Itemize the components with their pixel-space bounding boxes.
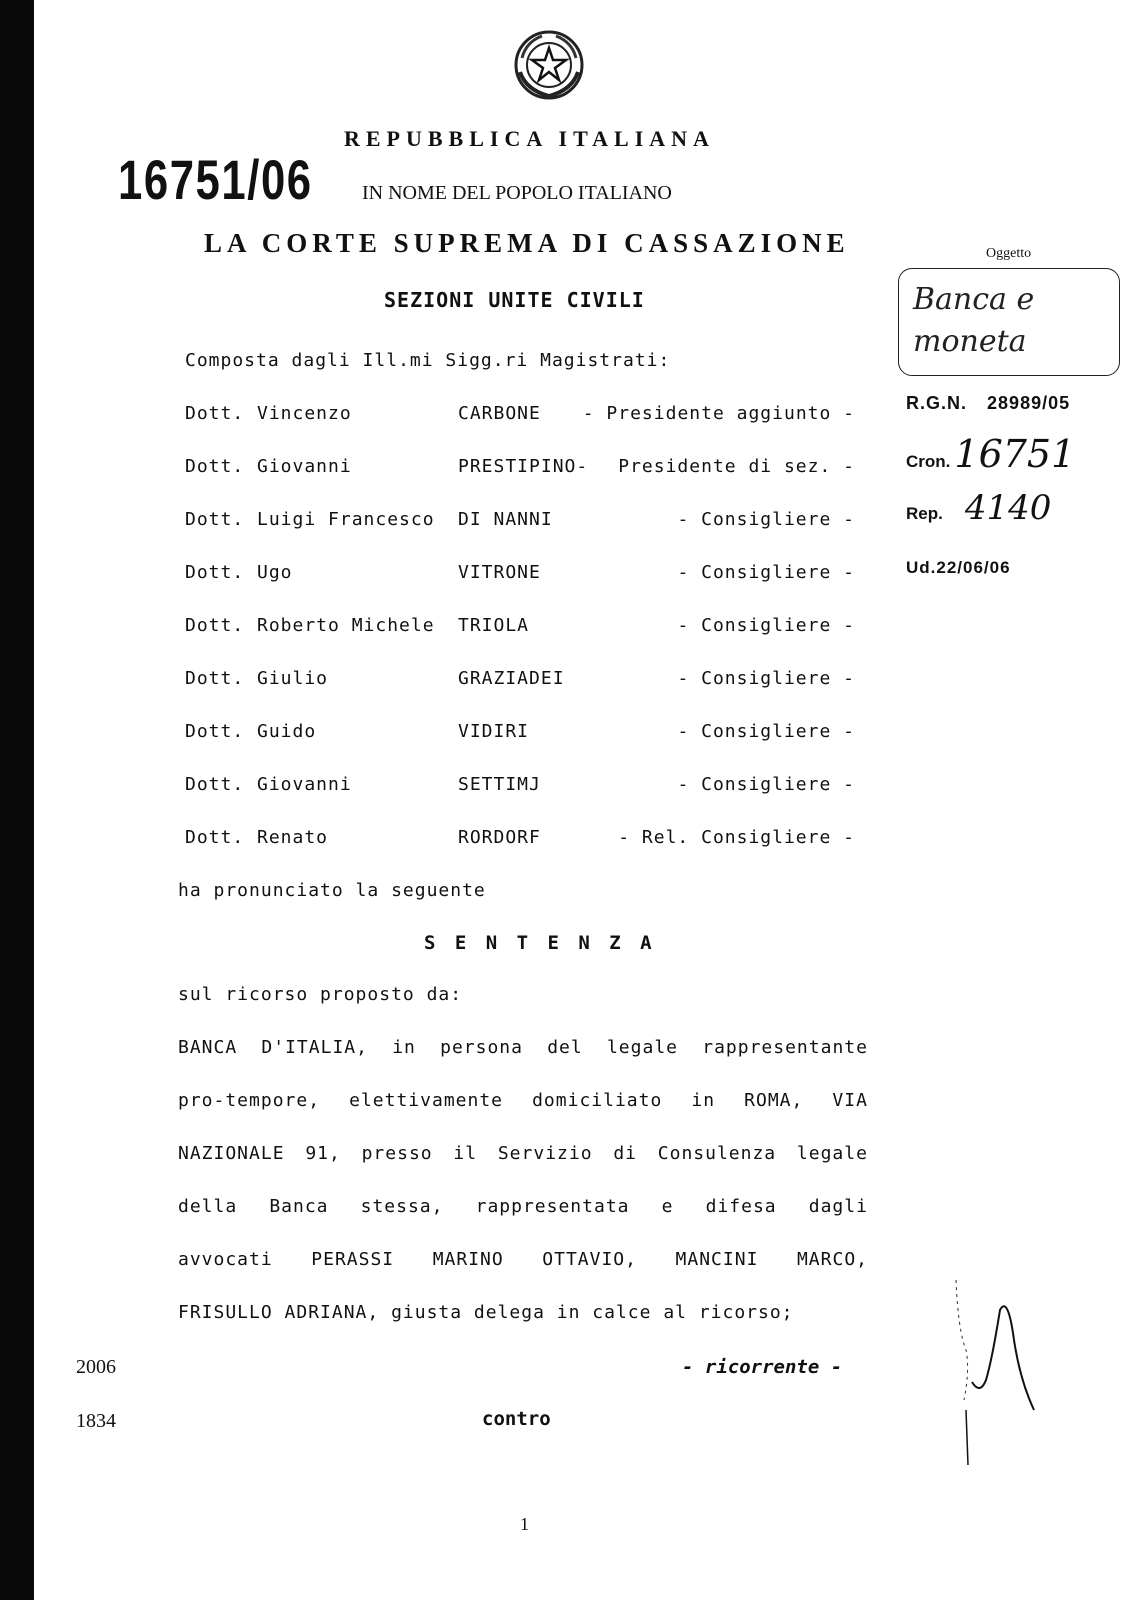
body-word: BANCA xyxy=(178,1037,238,1058)
object-handwritten: Banca e moneta xyxy=(913,282,1035,359)
judge-name: Ugo xyxy=(257,562,293,583)
judge-title: Dott. xyxy=(185,721,245,742)
rep-value: 4140 xyxy=(964,488,1052,528)
appeal-intro: sul ricorso proposto da: xyxy=(178,984,463,1005)
judge-surname: GRAZIADEI xyxy=(458,668,565,689)
judge-row xyxy=(185,509,855,533)
body-word: e xyxy=(661,1196,674,1217)
rep-line xyxy=(906,488,1051,528)
body-word: di xyxy=(613,1143,637,1164)
judge-surname: PRESTIPINO- xyxy=(458,456,589,477)
object-label: Oggetto xyxy=(986,246,1032,261)
body-word: elettivamente xyxy=(349,1090,504,1111)
body-word: del xyxy=(547,1037,583,1058)
body-word: Banca xyxy=(269,1196,329,1217)
judge-row xyxy=(185,721,855,745)
body-word: OTTAVIO, xyxy=(542,1249,637,1270)
body-last-line: FRISULLO ADRIANA, giusta delega in calce al ricorso; xyxy=(178,1302,794,1323)
body-word: dagli xyxy=(808,1196,868,1217)
judge-title: Dott. xyxy=(185,509,245,530)
judge-surname: SETTIMJ xyxy=(458,774,541,795)
court-name: LA CORTE SUPREMA DI CASSAZIONE xyxy=(204,228,850,258)
judge-role: - Presidente aggiunto - xyxy=(582,403,855,424)
judge-title: Dott. xyxy=(185,456,245,477)
composition-intro: Composta dagli Ill.mi Sigg.ri Magistrati: xyxy=(185,350,671,371)
judge-row xyxy=(185,615,855,639)
body-word: rappresentante xyxy=(702,1037,868,1058)
judge-name: Luigi Francesco xyxy=(257,509,435,530)
judge-name: Roberto Michele xyxy=(257,615,435,636)
judge-title: Dott. xyxy=(185,668,245,689)
judge-surname: TRIOLA xyxy=(458,615,530,636)
body-word: Servizio xyxy=(497,1143,593,1164)
judge-role: - Consigliere - xyxy=(677,615,855,636)
judge-role: Presidente di sez. - xyxy=(618,456,855,477)
body-line xyxy=(178,1090,868,1111)
judge-row xyxy=(185,403,855,427)
body-word: Consulenza xyxy=(657,1143,777,1164)
cron-label: Cron. xyxy=(906,452,951,471)
judge-surname: DI NANNI xyxy=(458,509,553,530)
judge-role: - Consigliere - xyxy=(677,721,855,742)
body-word: legale xyxy=(796,1143,868,1164)
object-box xyxy=(898,268,1120,376)
body-word: persona xyxy=(440,1037,523,1058)
contro-label: contro xyxy=(482,1408,551,1430)
body-word: MARINO xyxy=(432,1249,504,1270)
body-word: in xyxy=(691,1090,716,1111)
judge-name: Giulio xyxy=(257,668,329,689)
judge-title: Dott. xyxy=(185,403,245,424)
judge-surname: CARBONE xyxy=(458,403,541,424)
body-word: pro-tempore, xyxy=(178,1090,321,1111)
body-word: PERASSI xyxy=(311,1249,395,1270)
body-word: il xyxy=(453,1143,478,1164)
body-line xyxy=(178,1196,868,1217)
sentence-title: S E N T E N Z A xyxy=(424,932,656,954)
body-word: 91, xyxy=(305,1143,341,1164)
judge-row xyxy=(185,456,855,480)
rgn-line xyxy=(906,393,1070,414)
body-word: legale xyxy=(606,1037,678,1058)
pronounced-text: ha pronunciato la seguente xyxy=(178,880,486,901)
judge-name: Vincenzo xyxy=(257,403,352,424)
rep-label: Rep. xyxy=(906,504,943,523)
body-line xyxy=(178,1037,868,1058)
body-word: presso xyxy=(361,1143,433,1164)
body-word: NAZIONALE xyxy=(178,1143,285,1164)
handwritten-signature xyxy=(948,1270,1068,1470)
judge-title: Dott. xyxy=(185,562,245,583)
body-word: avvocati xyxy=(178,1249,273,1270)
judge-name: Giovanni xyxy=(257,456,352,477)
judge-row xyxy=(185,774,855,798)
italian-republic-emblem xyxy=(512,28,586,102)
judge-role: - Consigliere - xyxy=(677,509,855,530)
judge-title: Dott. xyxy=(185,615,245,636)
body-word: D'ITALIA, xyxy=(261,1037,368,1058)
judge-role: - Consigliere - xyxy=(677,668,855,689)
role-ricorrente: - ricorrente - xyxy=(682,1356,843,1378)
body-word: VIA xyxy=(832,1090,868,1111)
body-line xyxy=(178,1249,868,1270)
republic-heading: REPUBBLICA ITALIANA xyxy=(344,126,715,151)
body-word: in xyxy=(392,1037,416,1058)
scan-left-border xyxy=(0,0,34,1600)
judge-title: Dott. xyxy=(185,827,245,848)
cron-line xyxy=(906,432,1075,476)
margin-number: 1834 xyxy=(76,1410,116,1432)
judge-surname: RORDORF xyxy=(458,827,541,848)
people-subtitle: IN NOME DEL POPOLO ITALIANO xyxy=(362,182,672,204)
judge-row xyxy=(185,562,855,586)
judge-row xyxy=(185,827,855,851)
body-word: ROMA, xyxy=(744,1090,804,1111)
body-word: della xyxy=(178,1196,238,1217)
body-word: rappresentata xyxy=(475,1196,630,1217)
margin-year: 2006 xyxy=(76,1356,116,1378)
rgn-label: R.G.N. xyxy=(906,393,968,413)
body-word: MARCO, xyxy=(796,1249,868,1270)
judge-name: Giovanni xyxy=(257,774,352,795)
section-name: SEZIONI UNITE CIVILI xyxy=(384,288,645,312)
judge-title: Dott. xyxy=(185,774,245,795)
judge-name: Renato xyxy=(257,827,329,848)
judge-surname: VITRONE xyxy=(458,562,541,583)
hearing-date: Ud.22/06/06 xyxy=(906,558,1011,577)
rgn-value: 28989/05 xyxy=(987,393,1071,413)
judge-surname: VIDIRI xyxy=(458,721,530,742)
stamp-number: 16751/06 xyxy=(118,148,313,211)
cron-value: 16751 xyxy=(954,432,1076,476)
body-word: difesa xyxy=(705,1196,777,1217)
judge-role: - Consigliere - xyxy=(677,562,855,583)
body-word: stessa, xyxy=(360,1196,444,1217)
judge-role: - Rel. Consigliere - xyxy=(618,827,855,848)
judge-role: - Consigliere - xyxy=(677,774,855,795)
page-number: 1 xyxy=(520,1514,529,1534)
judge-row xyxy=(185,668,855,692)
judge-name: Guido xyxy=(257,721,317,742)
body-line xyxy=(178,1143,868,1164)
body-word: MANCINI xyxy=(675,1249,759,1270)
body-word: domiciliato xyxy=(532,1090,663,1111)
